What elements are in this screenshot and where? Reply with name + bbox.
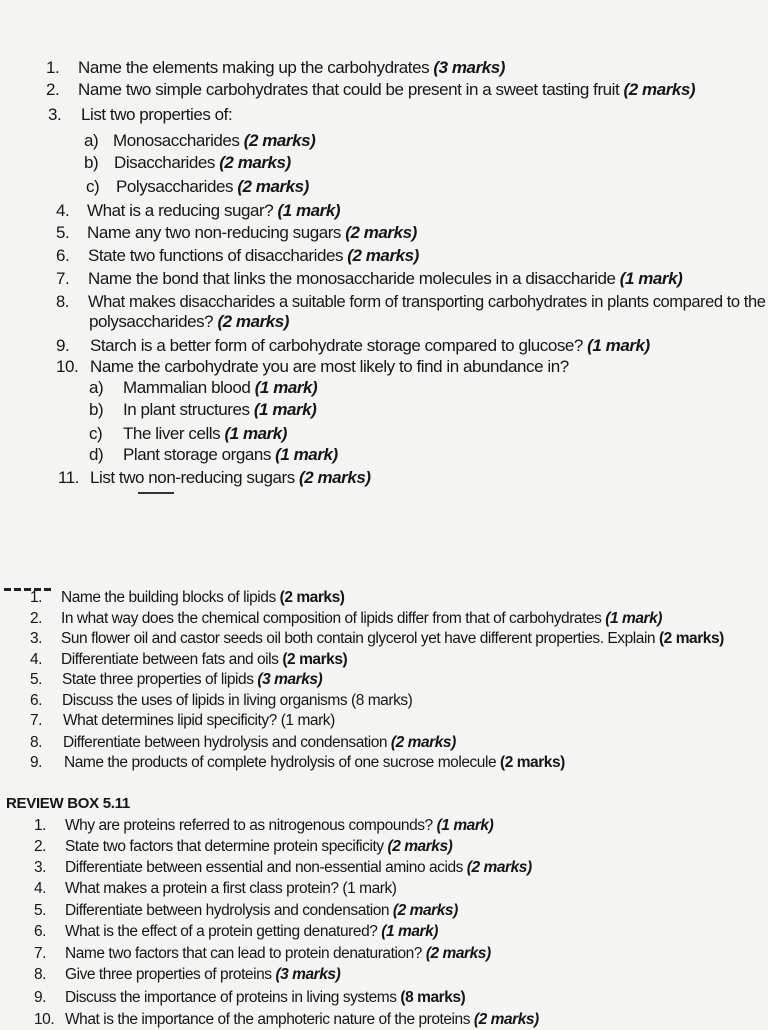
question-item: 5. Differentiate between hydrolysis and condensation (2 marks): [34, 902, 458, 919]
review-box-heading: REVIEW BOX 5.11: [6, 795, 130, 812]
sub-question-item: c) Polysaccharides (2 marks): [86, 177, 309, 196]
question-item: 6. Discuss the uses of lipids in living organisms (8 marks): [30, 692, 413, 709]
question-item: 5. Name any two non-reducing sugars (2 marks): [56, 223, 417, 242]
cropped-line-fragment: [138, 492, 174, 494]
question-item: 3. List two properties of:: [48, 105, 233, 124]
question-continuation: polysaccharides? (2 marks): [89, 312, 289, 331]
sub-question-item: a) Monosaccharides (2 marks): [84, 131, 316, 150]
cropped-heading-top: [10, 38, 140, 46]
question-item: 5. State three properties of lipids (3 marks): [30, 671, 323, 688]
question-item: 11. List two non-reducing sugars (2 marks): [58, 468, 371, 487]
question-item: 1. Name the elements making up the carbohydrates (3 marks): [46, 58, 505, 77]
question-item: 10. What is the importance of the amphoteric nature of the proteins (2 marks): [34, 1011, 539, 1028]
sub-question-item: a) Mammalian blood (1 mark): [89, 378, 318, 397]
question-item: 4. What is a reducing sugar? (1 mark): [56, 201, 341, 220]
question-item: 9. Starch is a better form of carbohydrate storage compared to glucose? (1 mark): [56, 336, 650, 355]
question-item: 1. Name the building blocks of lipids (2 marks): [30, 589, 345, 606]
question-item: 9. Discuss the importance of proteins in living systems (8 marks): [34, 989, 466, 1006]
question-item: 8. Give three properties of proteins (3 marks): [34, 966, 341, 983]
question-item: 8. What makes disaccharides a suitable form of transporting carbohydrates in plants compared to the: [56, 292, 766, 311]
cropped-heading-middle: [4, 578, 74, 586]
question-item: 8. Differentiate between hydrolysis and condensation (2 marks): [30, 734, 456, 751]
question-item: 7. Name the bond that links the monosaccharide molecules in a disaccharide (1 mark): [56, 269, 683, 288]
question-item: 2. Name two simple carbohydrates that could be present in a sweet tasting fruit (2 marks): [46, 80, 696, 99]
question-item: 7. What determines lipid specificity? (1 mark): [30, 712, 335, 729]
sub-question-item: d) Plant storage organs (1 mark): [89, 445, 338, 464]
sub-question-item: b) Disaccharides (2 marks): [84, 153, 291, 172]
question-item: 2. In what way does the chemical composition of lipids differ from that of carbohydrates (1 mark): [30, 610, 662, 627]
question-item: 2. State two factors that determine protein specificity (2 marks): [34, 838, 453, 855]
question-item: 4. What makes a protein a first class protein? (1 mark): [34, 880, 397, 897]
question-item: 10. Name the carbohydrate you are most likely to find in abundance in?: [56, 357, 569, 376]
question-item: 3. Sun flower oil and castor seeds oil both contain glycerol yet have different properties. Explain (2 marks): [30, 630, 724, 647]
question-item: 6. What is the effect of a protein getting denatured? (1 mark): [34, 923, 438, 940]
question-item: 9. Name the products of complete hydrolysis of one sucrose molecule (2 marks): [30, 754, 565, 771]
sub-question-item: b) In plant structures (1 mark): [89, 400, 317, 419]
sub-question-item: c) The liver cells (1 mark): [89, 424, 287, 443]
question-item: 1. Why are proteins referred to as nitrogenous compounds? (1 mark): [34, 817, 494, 834]
question-item: 6. State two functions of disaccharides (2 marks): [56, 246, 419, 265]
question-item: 4. Differentiate between fats and oils (2 marks): [30, 651, 348, 668]
question-item: 7. Name two factors that can lead to protein denaturation? (2 marks): [34, 945, 491, 962]
question-item: 3. Differentiate between essential and non-essential amino acids (2 marks): [34, 859, 532, 876]
